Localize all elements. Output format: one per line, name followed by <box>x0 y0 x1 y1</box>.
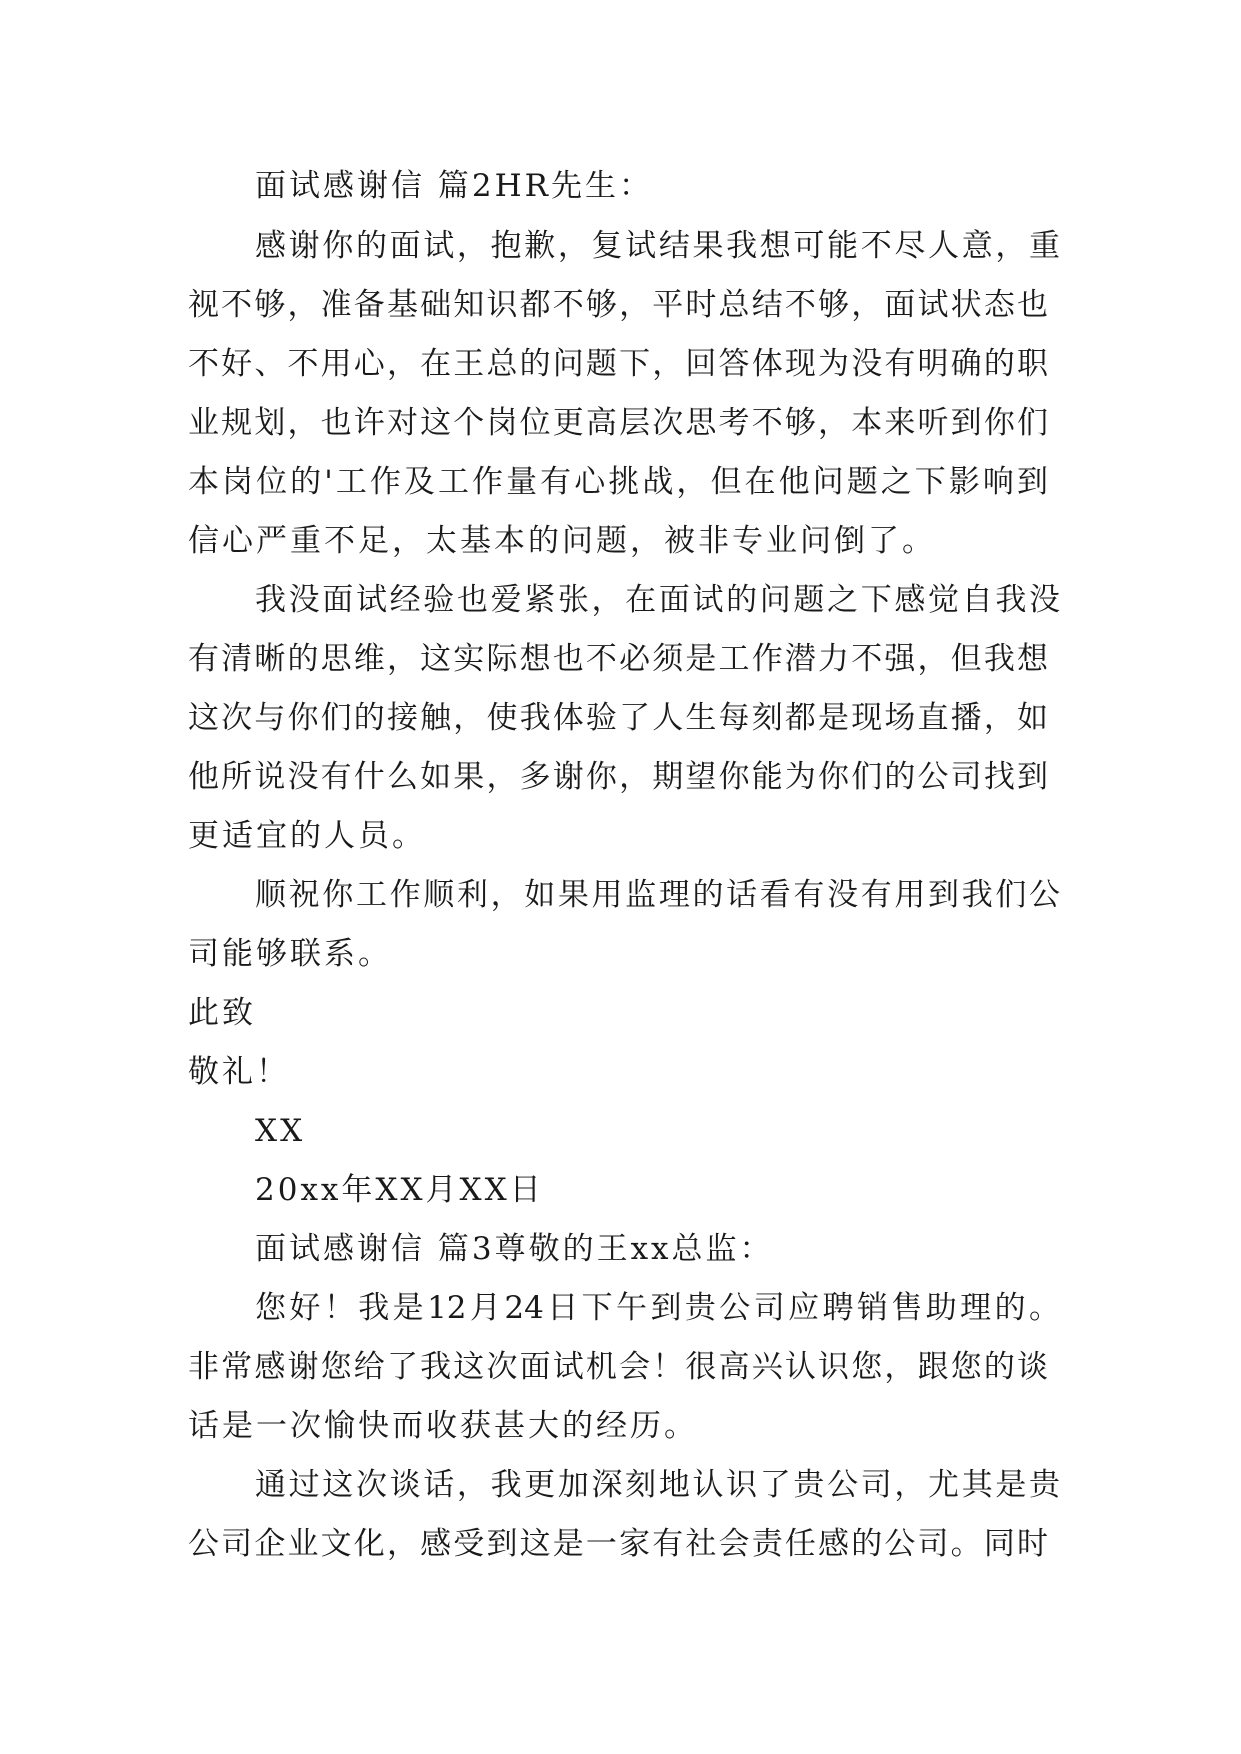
paragraph-line: 非常感谢您给了我这次面试机会！很高兴认识您，跟您的谈 <box>188 1349 1048 1385</box>
paragraph-line: 他所说没有什么如果，多谢你，期望你能为你们的公司找到 <box>188 759 1048 795</box>
section-heading-2: 面试感谢信 篇2HR先生： <box>255 168 653 204</box>
paragraph-line: 感谢你的面试，抱歉，复试结果我想可能不尽人意，重 <box>255 228 1060 264</box>
paragraph-line: 业规划，也许对这个岗位更高层次思考不够，本来听到你们 <box>188 405 1048 441</box>
signature-name: XX <box>255 1113 306 1149</box>
paragraph-line: 有清晰的思维，这实际想也不必须是工作潜力不强，但我想 <box>188 641 1048 677</box>
paragraph-line: 顺祝你工作顺利，如果用监理的话看有没有用到我们公 <box>255 877 1060 913</box>
paragraph-line: 公司企业文化，感受到这是一家有社会责任感的公司。同时 <box>188 1526 1048 1562</box>
section-heading-3: 面试感谢信 篇3尊敬的王xx总监： <box>255 1231 774 1267</box>
paragraph-line: 我没面试经验也爱紧张，在面试的问题之下感觉自我没 <box>255 582 1060 618</box>
paragraph-line: 这次与你们的接触，使我体验了人生每刻都是现场直播，如 <box>188 700 1048 736</box>
paragraph-line: 司能够联系。 <box>188 936 392 972</box>
paragraph-line: 信心严重不足，太基本的问题，被非专业问倒了。 <box>188 523 936 559</box>
paragraph-line: 更适宜的人员。 <box>188 818 426 854</box>
paragraph-line: 通过这次谈话，我更加深刻地认识了贵公司，尤其是贵 <box>255 1467 1060 1503</box>
paragraph-line: 话是一次愉快而收获甚大的经历。 <box>188 1408 698 1444</box>
closing-salute: 敬礼！ <box>188 1054 290 1090</box>
paragraph-line: 本岗位的'工作及工作量有心挑战，但在他问题之下影响到 <box>188 464 1048 500</box>
closing-line: 此致 <box>188 995 256 1031</box>
paragraph-line: 您好！我是12月24日下午到贵公司应聘销售助理的。 <box>255 1290 1060 1326</box>
paragraph-line: 视不够，准备基础知识都不够，平时总结不够，面试状态也 <box>188 287 1048 323</box>
paragraph-line: 不好、不用心，在王总的问题下，回答体现为没有明确的职 <box>188 346 1048 382</box>
signature-date: 20xx年XX月XX日 <box>255 1172 544 1208</box>
